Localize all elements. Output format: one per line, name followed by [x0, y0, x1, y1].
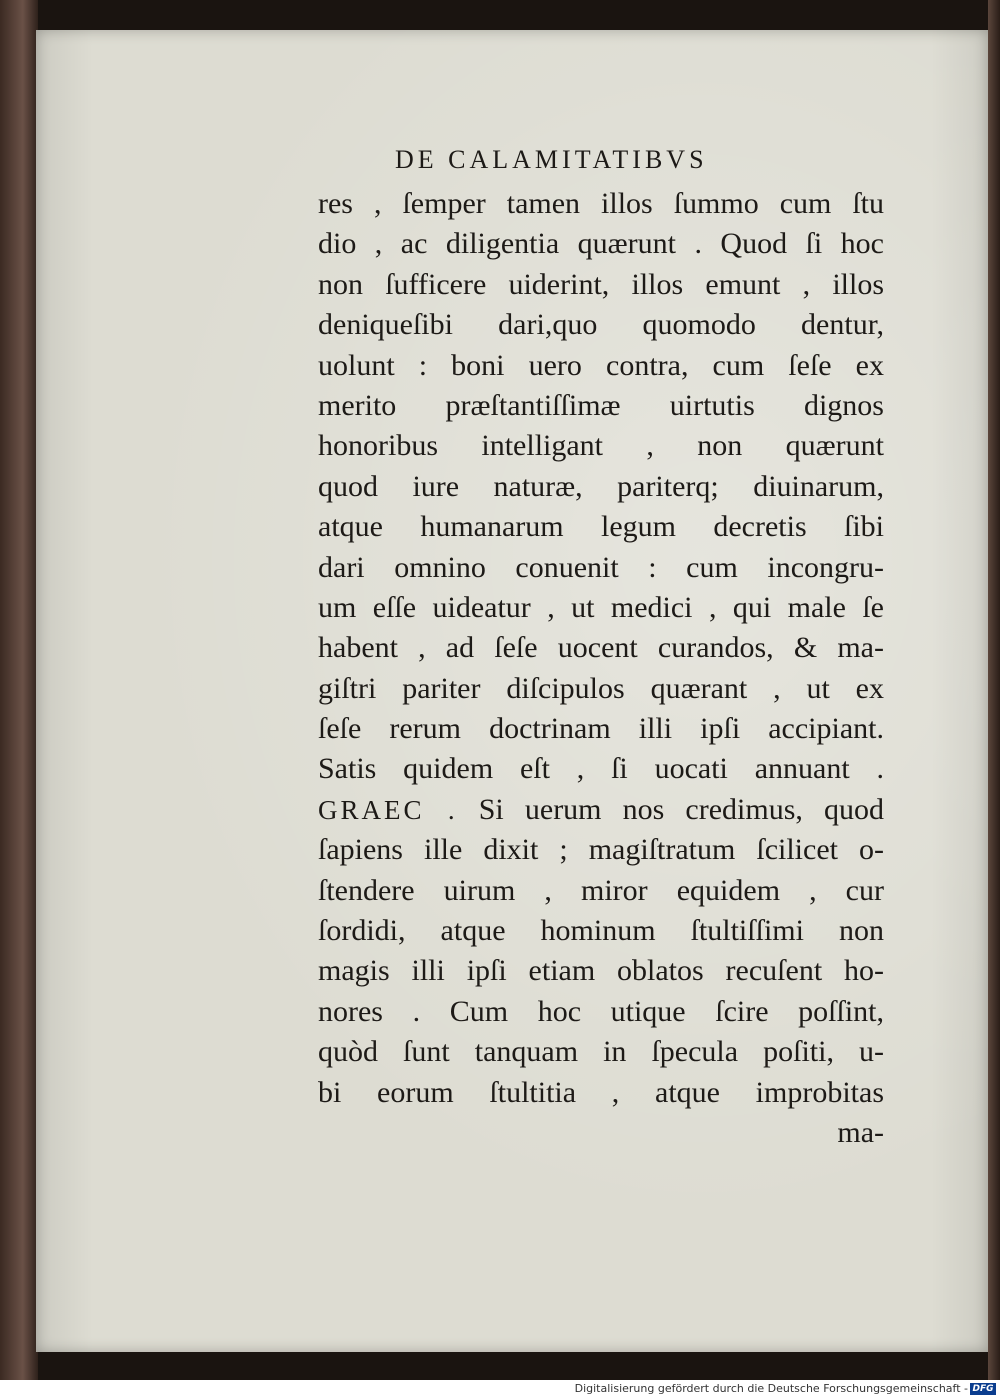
- text-block: [318, 184, 884, 1153]
- text-line: dari omnino conuenit : cum incongru-: [318, 550, 884, 584]
- running-head: DE CALAMITATIBVS: [395, 145, 708, 174]
- text-line: giſtri pariter diſcipulos quærant , ut ex: [318, 671, 884, 705]
- text-line: ſtendere uirum , miror equidem , cur: [318, 873, 884, 907]
- text-line: res , ſemper tamen illos ſummo cum ſtu: [318, 187, 884, 220]
- speaker-label: GRAEC .: [318, 794, 458, 825]
- text-line: dio , ac diligentia quærunt . Quod ſi hoc: [318, 227, 884, 261]
- book-edge-right: [988, 0, 1000, 1380]
- text-line: ſapiens ille dixit ; magiſtratum ſcilicet o-: [318, 833, 884, 867]
- text-line: deniqueſibi dari,quo quomodo dentur,: [318, 308, 884, 342]
- text-line: ſordidi, atque hominum ſtultiſſimi non: [318, 914, 884, 948]
- text-line: non ſufficere uiderint, illos emunt , illos: [318, 267, 884, 301]
- text-line: um eſſe uideatur , ut medici , qui male ſe: [318, 590, 884, 624]
- text-line: atque humanarum legum decretis ſibi: [318, 510, 884, 544]
- text-line: quòd ſunt tanquam in ſpecula poſiti, u-: [318, 1035, 884, 1069]
- text-line: habent , ad ſeſe uocent curandos, & ma-: [318, 631, 884, 665]
- dfg-logo: DFG: [970, 1383, 996, 1395]
- text-line: honoribus intelligant , non quærunt: [318, 429, 884, 463]
- catchword: ma-: [837, 1115, 884, 1149]
- text-line: magis illi ipſi etiam oblatos recuſent ho-: [318, 954, 884, 988]
- text-line: ſeſe rerum doctrinam illi ipſi accipiant.: [318, 712, 884, 746]
- text-line: Satis quidem eſt , ſi uocati annuant .: [318, 752, 884, 786]
- book-edge-left: [0, 0, 38, 1380]
- speaker-line: [318, 790, 884, 830]
- text-line: uolunt : boni uero contra, cum ſeſe ex: [318, 348, 884, 382]
- footer-bar: [0, 1380, 1000, 1397]
- text-line: bi eorum ſtultitia , atque improbitas: [318, 1075, 884, 1109]
- text-line: merito præſtantiſſimæ uirtutis dignos: [318, 388, 884, 422]
- text-line: quod iure naturæ, pariterq; diuinarum,: [318, 469, 884, 503]
- speaker-line-text: Si uerum nos credimus, quod: [478, 792, 884, 826]
- text-line: nores . Cum hoc utique ſcire poſſint,: [318, 994, 884, 1028]
- footer-credit: Digitalisierung gefördert durch die Deutsche Forschungsgemeinschaft -: [574, 1382, 968, 1395]
